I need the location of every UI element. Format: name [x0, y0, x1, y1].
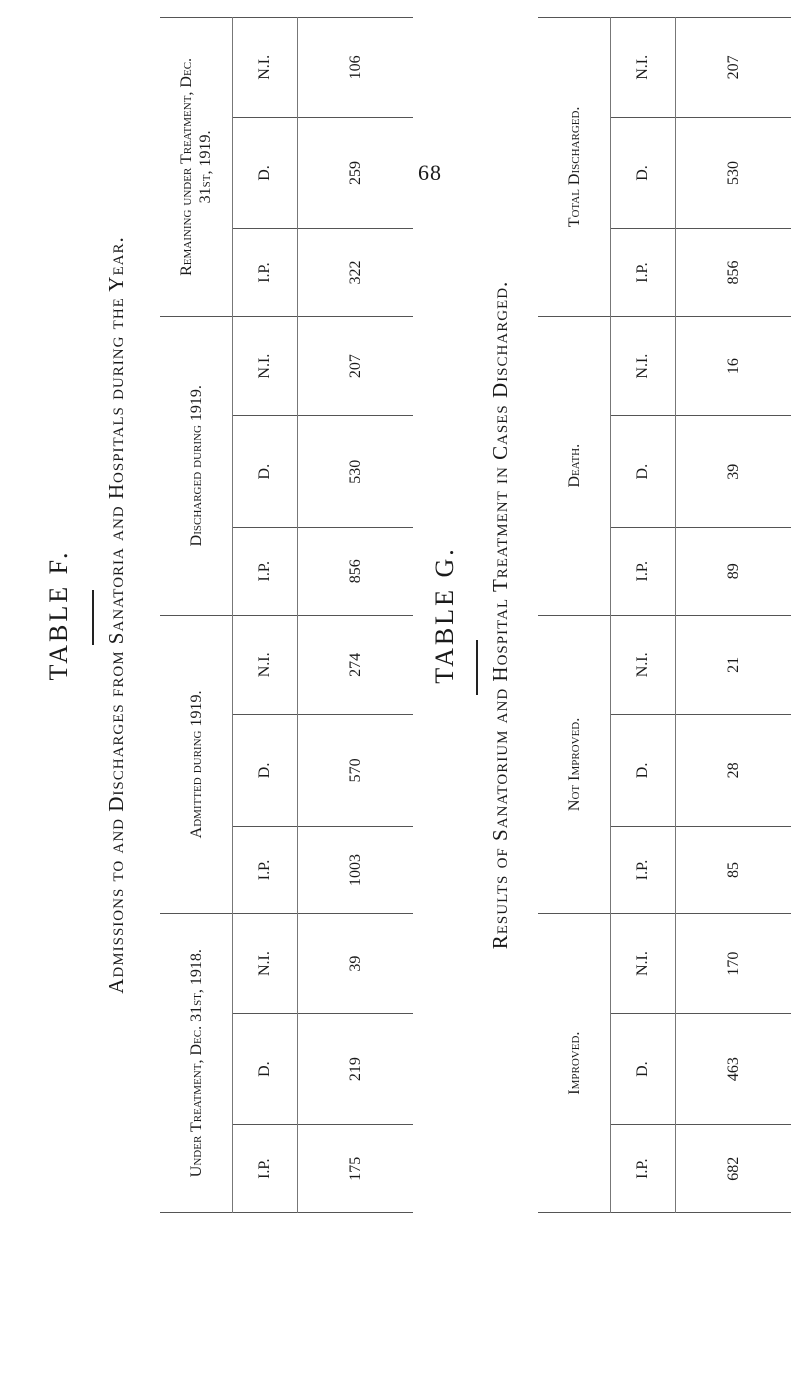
- table-cell: 16: [676, 316, 792, 416]
- table-cell: 682: [676, 1125, 792, 1213]
- group-header-under-treatment-1918: Under Treatment, Dec. 31st, 1918.: [160, 914, 233, 1213]
- col-header-d: D.: [233, 1013, 298, 1125]
- col-header-ni: N.I.: [233, 615, 298, 715]
- table-cell: 219: [298, 1013, 414, 1125]
- table-cell: 28: [676, 715, 792, 827]
- col-header-d: D.: [233, 416, 298, 528]
- table-cell: 856: [676, 229, 792, 317]
- table-f-section: [40, 15, 480, 1215]
- col-header-ni: N.I.: [611, 18, 676, 118]
- group-header-total-discharged: Total Discharged.: [538, 18, 611, 317]
- table-cell: 21: [676, 615, 792, 715]
- col-header-ni: N.I.: [233, 316, 298, 416]
- col-header-ni: N.I.: [233, 18, 298, 118]
- col-header-ni: N.I.: [611, 914, 676, 1014]
- col-header-d: D.: [233, 117, 298, 229]
- table-g-caption: Results of Sanatorium and Hospital Treatment in Cases Discharged.: [488, 280, 512, 950]
- table-cell: 89: [676, 527, 792, 615]
- table-cell: 530: [298, 416, 414, 528]
- col-header-d: D.: [611, 1013, 676, 1125]
- table-g-label: TABLE G.: [430, 546, 459, 684]
- col-header-ip: I.P.: [611, 1125, 676, 1213]
- col-header-d: D.: [233, 715, 298, 827]
- table-cell: 530: [676, 117, 792, 229]
- col-header-ip: I.P.: [611, 826, 676, 914]
- table-cell: 463: [676, 1013, 792, 1125]
- table-g-section: [420, 15, 800, 1215]
- group-header-not-improved: Not Improved.: [538, 615, 611, 914]
- table-cell: 39: [676, 416, 792, 528]
- table-cell: 170: [676, 914, 792, 1014]
- col-header-ni: N.I.: [611, 615, 676, 715]
- table-g-divider: [476, 640, 478, 695]
- table-cell: 322: [298, 229, 414, 317]
- table-f-label: TABLE F.: [44, 549, 73, 681]
- group-header-remaining-1919: Remaining under Treatment, Dec. 31st, 1919.: [160, 18, 233, 317]
- table-cell: 39: [298, 914, 414, 1014]
- col-header-ni: N.I.: [611, 316, 676, 416]
- table-cell: 856: [298, 527, 414, 615]
- col-header-d: D.: [611, 117, 676, 229]
- table-cell: 570: [298, 715, 414, 827]
- group-header-improved: Improved.: [538, 914, 611, 1213]
- col-header-ip: I.P.: [611, 229, 676, 317]
- table-f-caption: Admissions to and Discharges from Sanatoria and Hospitals during the Year.: [104, 236, 128, 994]
- table-cell: 259: [298, 117, 414, 229]
- col-header-d: D.: [611, 715, 676, 827]
- table-f-divider: [92, 590, 94, 645]
- table-cell: 207: [298, 316, 414, 416]
- group-header-admitted-1919: Admitted during 1919.: [160, 615, 233, 914]
- col-header-ip: I.P.: [233, 229, 298, 317]
- col-header-ip: I.P.: [233, 1125, 298, 1213]
- table-f: [160, 17, 413, 1213]
- col-header-ip: I.P.: [611, 527, 676, 615]
- col-header-ip: I.P.: [233, 527, 298, 615]
- group-header-death: Death.: [538, 316, 611, 615]
- page-number: 68: [418, 160, 442, 185]
- table-cell: 207: [676, 18, 792, 118]
- col-header-d: D.: [611, 416, 676, 528]
- table-cell: 85: [676, 826, 792, 914]
- col-header-ni: N.I.: [233, 914, 298, 1014]
- group-header-discharged-1919: Discharged during 1919.: [160, 316, 233, 615]
- table-cell: 175: [298, 1125, 414, 1213]
- table-cell: 1003: [298, 826, 414, 914]
- table-g: [538, 17, 791, 1213]
- table-cell: 274: [298, 615, 414, 715]
- table-cell: 106: [298, 18, 414, 118]
- col-header-ip: I.P.: [233, 826, 298, 914]
